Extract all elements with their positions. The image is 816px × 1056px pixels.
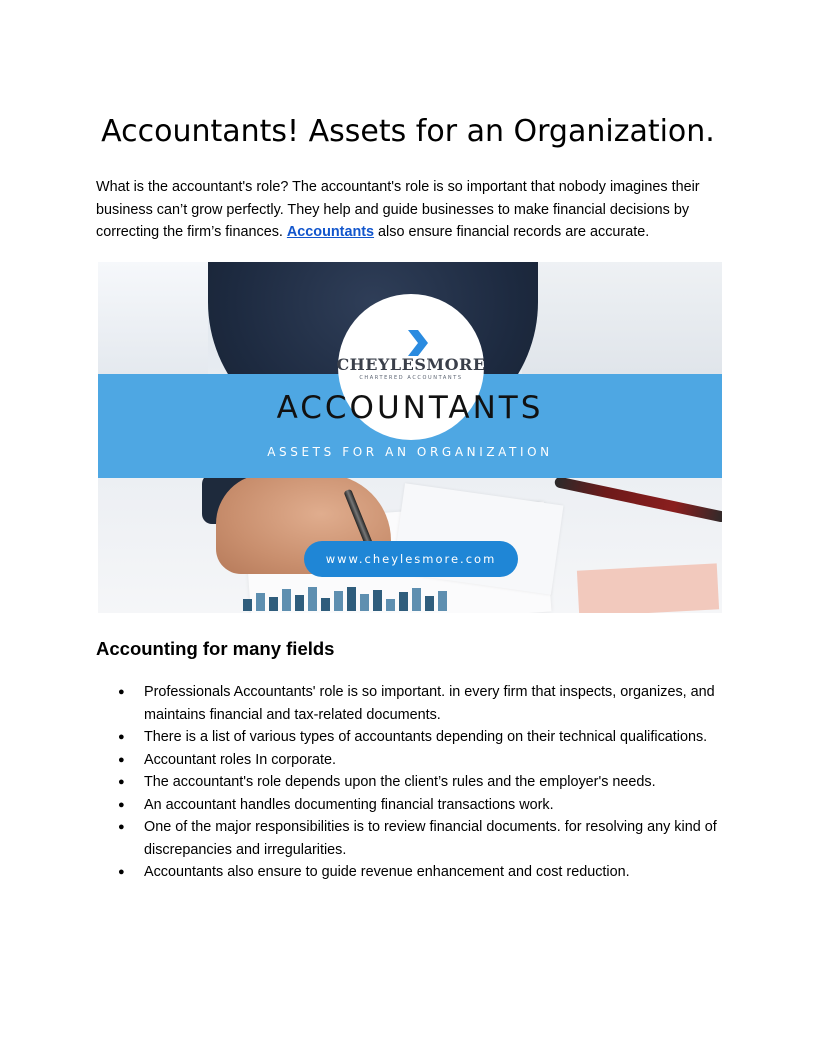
page-title: Accountants! Assets for an Organization. [101, 114, 715, 149]
list-item-text: There is a list of various types of accountants depending on their technical qualifications. [144, 729, 708, 745]
list-item-text: Accountants also ensure to guide revenue enhancement and cost reduction. [144, 864, 630, 880]
banner-pink-note [577, 563, 719, 613]
accountants-link[interactable]: Accountants [286, 224, 375, 240]
bullet-list [96, 681, 726, 884]
list-item [96, 794, 726, 817]
list-item-text: Professionals Accountants' role is so important. in every firm that inspects, organizes, and maintains financial and tax-related documents. [144, 684, 715, 723]
list-item [96, 861, 726, 884]
bullet-icon: ● [118, 731, 125, 743]
intro-text-after-link: also ensure financial records are accurate. [374, 224, 650, 240]
list-item-text: An accountant handles documenting financial transactions work. [144, 796, 554, 813]
bullet-icon: ● [118, 866, 125, 878]
banner-image [98, 262, 722, 613]
list-item-text: Accountant roles In corporate. [144, 751, 336, 768]
bullet-icon: ● [118, 821, 125, 833]
banner-url-pill: www.cheylesmore.com [304, 541, 518, 577]
banner-headline: ACCOUNTANTS [276, 390, 544, 426]
logo-tagline: CHARTERED ACCOUNTANTS [359, 375, 463, 381]
bullet-icon: ● [118, 776, 125, 788]
bullet-icon: ● [118, 798, 125, 811]
intro-paragraph [96, 176, 726, 244]
section-heading: Accounting for many fields [96, 638, 335, 659]
list-item [96, 816, 726, 861]
intro-text-before-link: What is the accountant's role? The accountant's role is so important that nobody imagines their business can’t grow perfectly. They help and guide businesses to make financial decisions by correcting the firm’s finances. [96, 179, 700, 240]
bullet-icon: ● [118, 753, 125, 766]
list-item [96, 681, 726, 726]
banner-bar-chart-graphic [243, 585, 447, 611]
banner-window-background [98, 262, 208, 382]
list-item [96, 749, 726, 772]
list-item-text: One of the major responsibilities is to review financial documents. for resolving any kind of discrepancies and irregularities. [144, 819, 717, 858]
banner-subline: ASSETS FOR AN ORGANIZATION [267, 445, 553, 459]
list-item [96, 771, 726, 794]
logo-name: CHEYLESMORE [336, 355, 486, 374]
chevron-right-icon [402, 330, 430, 356]
bullet-icon: ● [118, 686, 125, 698]
list-item [96, 726, 726, 749]
list-item-text: The accountant's role depends upon the client’s rules and the employer's needs. [144, 774, 656, 790]
banner-right-background [522, 262, 722, 382]
